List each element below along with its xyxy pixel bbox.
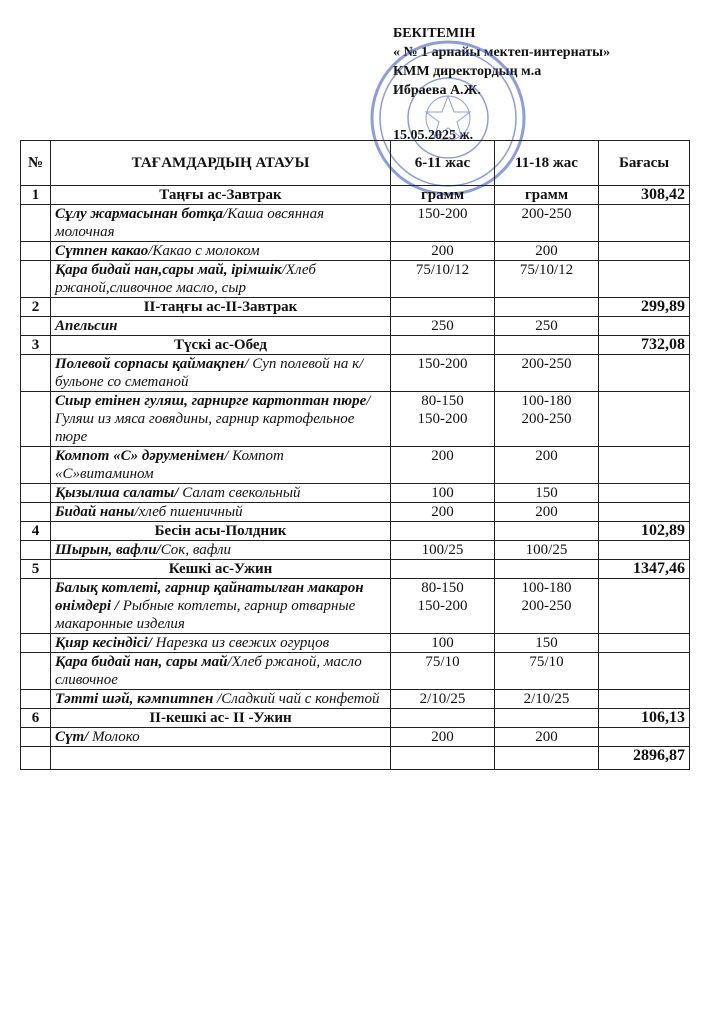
portion-age1-value: 200 [431,729,454,745]
header-age2: 11-18 жас [495,141,599,186]
dish-name-ru: Салат свекольный [178,485,301,501]
portion-age1-value: 75/10 [425,654,460,670]
meal-title: ІІ-кешкі ас- ІІ -Ужин [51,709,391,728]
portion-age2-value2: 200-250 [521,411,572,427]
dish-row [21,317,690,336]
meal-number: 1 [21,186,51,205]
meal-number: 2 [21,298,51,317]
portion-age2 [495,317,599,336]
portion-age1 [391,447,495,484]
dish-name [51,503,391,522]
portion-age2-value: 100-180 [521,580,572,596]
dish-name [51,484,391,503]
portion-age1-value: 75/10/12 [415,262,470,278]
dish-name-kz: Тәтті шәй, кәмпитпен [55,691,214,707]
dish-name [51,579,391,634]
dish-name [51,634,391,653]
meal-row [21,186,690,205]
portion-age2 [495,205,599,242]
header-row [21,141,690,186]
dish-name-kz: Қара бидай нан,сары май, ірімшік [55,262,282,278]
portion-age2-value: 200 [535,448,558,464]
dish-name [51,355,391,392]
dish-name-kz: Полевой сорпасы қаймақпен [55,356,245,372]
portion-age2-value: 100-180 [521,393,572,409]
portion-age1-value: 200 [431,448,454,464]
portion-age2 [495,634,599,653]
meal-number: 4 [21,522,51,541]
portion-age1-value: 150-200 [417,356,468,372]
portion-age1-value: 80-150 [421,580,464,596]
dish-row [21,728,690,747]
dish-name-ru: Сок, вафли [160,542,232,558]
portion-age1-value: 200 [431,504,454,520]
portion-age1 [391,653,495,690]
meal-price: 106,13 [599,709,690,728]
dish-row [21,355,690,392]
dish-name [51,317,391,336]
dish-name-kz: Қияр кесіндісі/ [55,635,152,651]
dish-name [51,541,391,560]
dish-row [21,579,690,634]
dish-name [51,653,391,690]
menu-table [20,140,690,770]
meal-title: Кешкі ас-Ужин [51,560,391,579]
dish-name [51,447,391,484]
total-row [21,747,690,770]
portion-age2-value: 2/10/25 [523,691,570,707]
dish-row [21,447,690,484]
approval-signatory: Ибраева А.Ж. [393,83,481,98]
portion-age1 [391,579,495,634]
dish-name-kz: Балық котлеті, гарнир қайнатылған макарон өнімдері / [55,580,364,614]
meal-number: 3 [21,336,51,355]
dish-name-ru: /Хлеб ржаной,сливочное масло, сыр [55,262,316,296]
dish-row [21,392,690,447]
dish-row [21,690,690,709]
portion-age2 [495,392,599,447]
dish-row [21,634,690,653]
portion-age1-value: 2/10/25 [419,691,466,707]
approval-position: КММ директордың м.а [393,64,542,79]
meal-title: Бесін асы-Полдник [51,522,391,541]
portion-age2-value: 75/10/12 [519,262,574,278]
portion-age2 [495,690,599,709]
portion-age1-value2: 150-200 [417,411,468,427]
dish-name-ru: Рыбные котлеты, гарнир отварные макаронные изделия [55,598,356,632]
portion-age1 [391,728,495,747]
dish-row [21,653,690,690]
dish-row [21,503,690,522]
dish-name-kz: Шырын, вафли/ [55,542,161,558]
portion-age2-value: 250 [535,318,558,334]
portion-age1-value2: 150-200 [417,598,468,614]
header-price: Бағасы [599,141,690,186]
portion-age2 [495,728,599,747]
dish-name-ru: /Какао с молоком [148,243,260,259]
approval-title: БЕКІТЕМІН [393,26,476,41]
dish-name-ru: Молоко [88,729,140,745]
approval-school: « № 1 арнайы мектеп-интернаты» [393,45,611,60]
dish-name [51,261,391,298]
dish-name-ru: / Компот «С»витамином [55,448,284,482]
dish-name-kz: Апельсин [55,318,118,334]
portion-age1 [391,242,495,261]
meal-title: Түскі ас-Обед [51,336,391,355]
portion-age2-value2: 200-250 [521,598,572,614]
portion-age1 [391,503,495,522]
meal-price: 732,08 [599,336,690,355]
dish-name [51,728,391,747]
dish-name-kz: Қара бидай нан, сары май [55,654,228,670]
meal-row [21,298,690,317]
header-num: № [21,141,51,186]
dish-name-ru: Нарезка из свежих огурцов [151,635,330,651]
portion-age2 [495,242,599,261]
portion-age1 [391,261,495,298]
portion-age1 [391,355,495,392]
dish-name-kz: Сүт/ [55,729,89,745]
portion-age2 [495,261,599,298]
portion-age1-value: 80-150 [421,393,464,409]
portion-age1 [391,317,495,336]
portion-age1 [391,392,495,447]
meal-number: 6 [21,709,51,728]
dish-name-kz: Сүтпен какао [55,243,149,259]
portion-age2 [495,579,599,634]
dish-name-ru: /хлеб пшеничный [134,504,243,520]
portion-age2-value: 200 [535,504,558,520]
portion-age1-value: 150-200 [417,206,468,222]
portion-age2 [495,503,599,522]
dish-row [21,205,690,242]
portion-age2-value: 200-250 [521,206,572,222]
dish-row [21,242,690,261]
meal-price: 1347,46 [599,560,690,579]
portion-age2-value: 150 [535,635,558,651]
dish-name [51,392,391,447]
dish-name [51,690,391,709]
unit-age1: грамм [391,186,495,205]
meal-row [21,522,690,541]
meal-row [21,560,690,579]
portion-age1-value: 250 [431,318,454,334]
dish-name-kz: Сұлу жармасынан ботқа [55,206,224,222]
portion-age1-value: 100 [431,485,454,501]
portion-age1 [391,484,495,503]
meal-row [21,336,690,355]
portion-age2 [495,653,599,690]
portion-age2-value: 200 [535,243,558,259]
dish-name [51,242,391,261]
dish-name-kz: Бидай наны [55,504,135,520]
dish-name-ru: /Хлеб ржаной, масло сливочное [55,654,362,688]
portion-age2 [495,447,599,484]
dish-name-ru: / Суп полевой на к/бульоне со сметаной [55,356,364,390]
portion-age2 [495,355,599,392]
portion-age1 [391,541,495,560]
dish-name-ru: /Сладкий чай с конфетой [213,691,380,707]
portion-age2-value: 75/10 [529,654,564,670]
dish-row [21,261,690,298]
portion-age2-value: 200-250 [521,356,572,372]
portion-age2-value: 150 [535,485,558,501]
approval-date: 15.05.2025 ж. [393,128,474,143]
dish-name [51,205,391,242]
header-age1: 6-11 жас [391,141,495,186]
portion-age2-value: 100/25 [525,542,568,558]
portion-age2 [495,484,599,503]
dish-row [21,541,690,560]
portion-age1 [391,205,495,242]
meal-number: 5 [21,560,51,579]
dish-name-kz: Компот «С» дәруменімен [55,448,225,464]
dish-row [21,484,690,503]
meal-title: ІІ-таңғы ас-ІІ-Завтрак [51,298,391,317]
meal-title: Таңғы ас-Завтрак [51,186,391,205]
meal-row [21,709,690,728]
dish-name-ru: /Гуляш из мяса говядины, гарнир картофельное пюре [55,393,371,445]
portion-age1-value: 100/25 [421,542,464,558]
meal-price: 299,89 [599,298,690,317]
dish-name-ru: /Каша овсянная молочная [55,206,325,240]
menu-body [21,186,690,747]
portion-age1-value: 100 [431,635,454,651]
total-price: 2896,87 [599,747,690,770]
portion-age1 [391,690,495,709]
portion-age2-value: 200 [535,729,558,745]
header-name: ТАҒАМДАРДЫҢ АТАУЫ [51,141,391,186]
portion-age2 [495,541,599,560]
meal-price: 102,89 [599,522,690,541]
unit-age2: грамм [495,186,599,205]
dish-name-kz: Қызылша салаты/ [55,485,179,501]
meal-price: 308,42 [599,186,690,205]
portion-age1 [391,634,495,653]
portion-age1-value: 200 [431,243,454,259]
dish-name-kz: Сиыр етінен гуляш, гарнирге картоптан пюре [55,393,367,409]
